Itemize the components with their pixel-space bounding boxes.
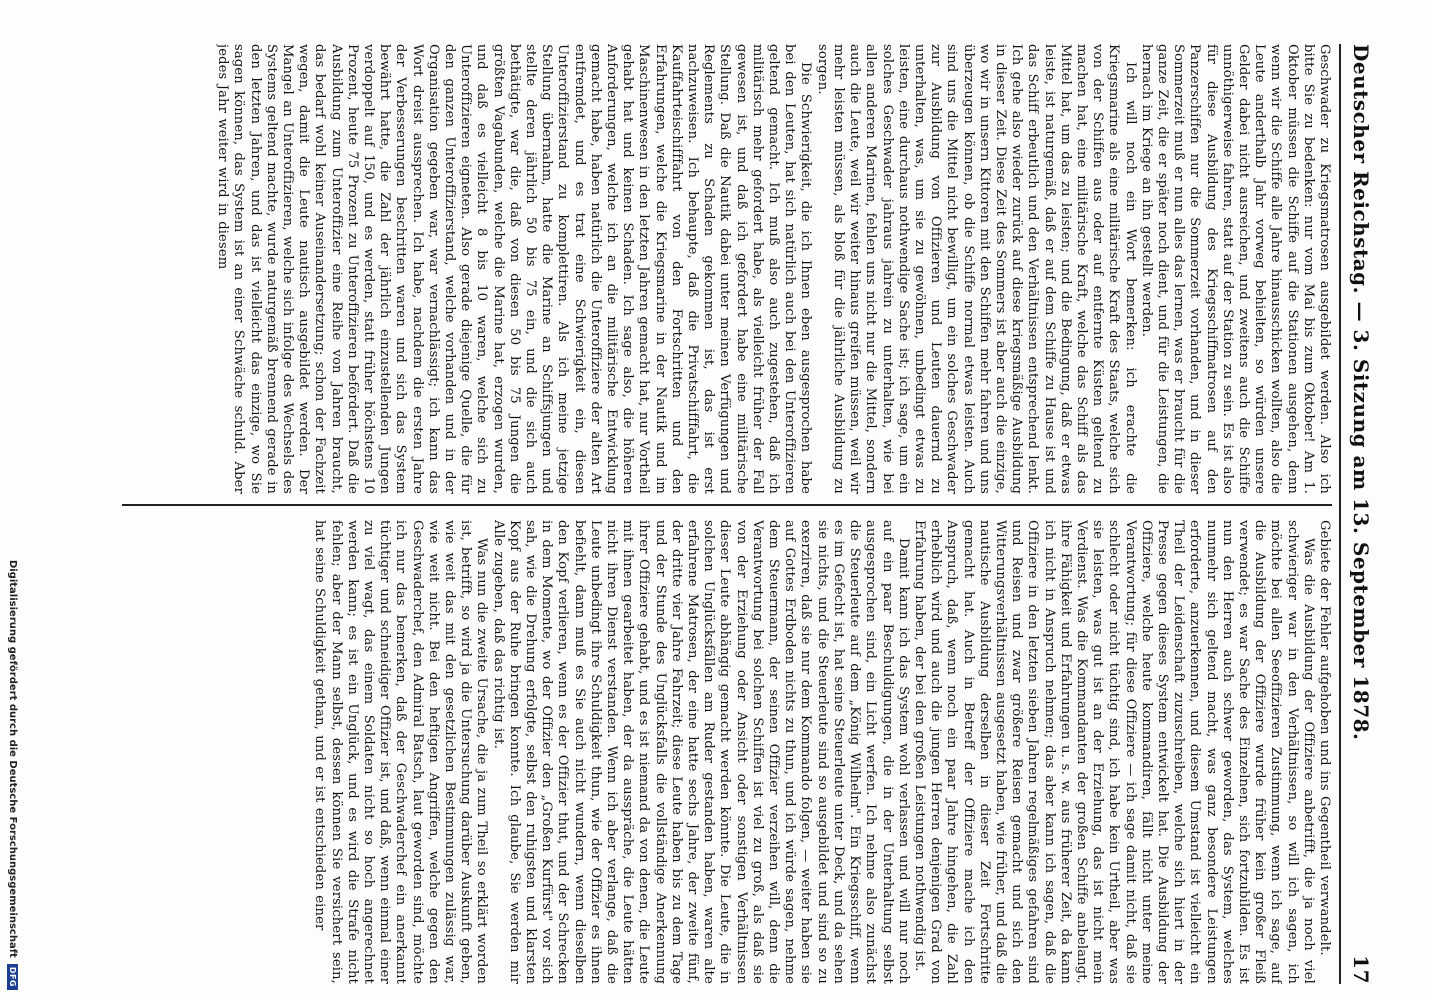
page-title: Deutscher Reichstag. — 3. Sitzung am 13. September 1878. xyxy=(1349,44,1373,741)
page-number: 17 xyxy=(1349,955,1373,984)
paragraph: Geschwader zu Kriegsmatrosen ausgebildet werden. Also ich bitte Sie zu bedenken: nur vom Mai bis zum Oktober! Am 1. Oktober müssen die Schiffe auf die Stationen ausgehen, denn wenn wir die Schiffe alle Jahre hinausschicken wollten, also die Leute anderthalb Jahr vorweg behielten, so würden unsere Gelder dabei nicht ausreichen, und zweitens auch die Schiffe unnöthigerweise fahren, statt auf der Station zu sein. Es ist also für diese Ausbildung des Kriegsschiffmatrosen auf den Panzerschiffen nur die Sommerzeit vorhanden, und in dieser Sommerzeit muß er nun alles das lernen, was er braucht für die ganze Zeit, die er später noch dient, und für die Leistungen, die hernach im Kriege an ihn gestellt werden. xyxy=(1138,44,1332,494)
paragraph: Damit kann ich das System wohl verlassen und will nur noch auf ein paar Beschuldigungen, die in der Unterhaltung selbst ausgesprochen sind, ein Licht werfen. Ich nehme also zunächst die Steuerleute auf dem „König Wilhelm". Ein Kriegsschiff, wenn es im Gefecht ist, hat seine Steuerleute unter Deck, und da sehen sie nichts, und die Steuerleute sind so ausgebildet und sind so zu exerziren, daß sie nur dem Kommando folgen, — weiter haben sie auf Gottes Erdboden nichts zu thun, und ich würde sagen, nehme dem Steuermann, der seinen Offizier verzeihen will, denn die Verantwortung bei solchen Schiffen ist viel zu groß, als daß sie von der Erziehung oder Ansicht oder sonstigen Verhältnissen dieser Leute abhängig gemacht werden könnte. Die Leute, die in solchen Unglücksfällen am Ruder gestanden haben, waren alte erfahrene Matrosen, der eine hatte sechs Jahre, der zweite fünf, der dritte vier Jahre Fahrzeit; diese Leute haben bis zu dem Tage und der Stunde des Unglücksfalls die vollständige Anerkennung ihrer Offiziere gehabt, und es ist niemand da von denen, die Leute mit ihnen gearbeitet haben, der da ausspräche, die Leute hätten nicht ihren Dienst verstanden. Wenn ich aber verlange, daß die Leute unbedingt ihre Schuldigkeit thun, wie der Offizier es ihnen befiehlt, dann muß es Sie auch nicht wundern, wenn dieselben den Kopf verlieren, wenn es der Offizier thut, und der Schrecken in dem Momente, wo der Offizier den „Großen Kurfürst" vor sich sah, wie die Drehung erfolgte, selbst den ruhigsten und klarsten Kopf aus der Ruhe bringen konnte. Ich glaube, Sie werden mir Alle zugeben, daß das richtig ist. xyxy=(490,520,911,984)
digitization-credit xyxy=(4,40,22,990)
paragraph: Gebiete der Fehler aufgehoben und ins Gegentheil verwandelt. xyxy=(1317,520,1332,956)
column-divider xyxy=(122,504,1332,506)
paragraph: Was nun die zweite Ursache, die ja zum Theil so erklärt worden ist, betrifft, so wird ja die Untersuchung darüber Auskunft geben, wie weit das mit den gesetzlichen Bestimmungen zulässig war, wie weit nicht. Bei den heftigen Angriffen, welche gegen den Geschwaderchef, den Admiral Batsch, laut geworden sind, möchte ich nur das bemerken, daß der Geschwaderchef ein anerkannt tüchtiger und schneidiger Offizier ist, und daß, wenn einmal einer zu viel wagt, das einem Soldaten nicht so hoch angerechnet werden kann; es ist ein Unglück, und es wird die Strafe nicht fehlen; aber der Mann selbst, dessen können Sie versichert sein, hat seine Schuldigkeit gethan, und er ist entschieden einer xyxy=(312,520,490,984)
dfg-logo: DFG xyxy=(8,964,19,990)
paragraph: Die Schwierigkeit, die ich Ihnen eben ausgesprochen habe bei den Leuten, hat sich natürlich auch bei den Unteroffizieren geltend gemacht. Ich muß also auch zugestehen, daß ich militärisch mehr gefordert habe, als vielleicht früher der Fall gewesen ist, und daß ich gefordert habe eine militärische Stellung. Daß die Nautik dabei unter meinen Verfügungen und Reglements zu Schaden gekommen ist, das ist erst nachzuweisen. Ich behaupte, daß die Privatschifffahrt, die Kauffahrteischifffahrt von den Fortschritten und den Erfahrungen, welche die Kriegsmarine in der Nautik und im Maschinenwesen in den letzten Jahren gemacht hat, nur Vortheil gehabt hat und keinen Schaden. Ich sage also, die höheren Anforderungen, welche ich an die militärische Entwicklung gemacht habe, haben natürlich die Unteroffiziere der alten Art entfremdet, und es trat eine Schwierigkeit ein, diesen Unteroffizierstand zu komplettiren. Als ich meine jetzige Stellung übernahm, hatte die Marine an Schiffsjungen und stellte deren jährlich 50 bis 75 ein, und die sich auch bethätigte, war die, daß von diesen 50 bis 75 Jungen die größten Vagabunden, welche die Marine hat, erzogen wurden, und daß es vielleicht 8 bis 10 waren, welche sich zu Unteroffizieren eigneten. Also gerade diejenige Quelle, die für den ganzen Unteroffizierstand, welche vorhanden und in der Organisation gegeben war, war vernachlässigt; ich kann das Wort dreist aussprechen. Ich habe, nachdem die ersten Jahre der Verbesserungen beschritten waren und sich das System bewährt hatte, die Zahl der jährlich einzustellenden Jungen verdoppelt auf 150, und es werden, statt früher höchstens 10 Prozent, heute 75 Prozent zu Unteroffizieren befördert. Daß die Ausbildung zum Unteroffizier eine Reihe von Jahren braucht, das bedarf wohl keiner Auseinandersetzung; schon der Fachzeit wegen, damit die Leute nautisch ausgebildet werden. Der Mangel an Unteroffizieren, welche sich infolge des Wechsels des Systems geltend machte, wurde naturgemäß brennend gerade in den letzten Jahren, und das ist vielleicht das einzige, wo Sie sagen können, das System ist an einer Schwäche schuld. Aber jedes Jahr weiter wird in diesem xyxy=(215,44,814,494)
right-text-column xyxy=(122,520,1332,984)
left-text-column xyxy=(122,44,1332,494)
header-rule xyxy=(1339,44,1341,984)
paragraph: Was die Ausbildung der Offiziere anbetrifft, die ja noch viel schwieriger war in den Verhältnissen, so will ich sagen, ich möchte bei allen Seeoffizieren Zustimmung, wenn ich sage, auf die Ausbildung der Offiziere wurde früher kein großer Fleiß verwendet; es war Sache des Einzelnen, sich fortzubilden. Es ist nun den Herren auch schwer geworden, das System, welches nunmehr sich geltend macht, was ganz besondere Leistungen erforderte, anzuerkennen, und diesem Umstand ist vielleicht ein Theil der Leidenschaft zuzuschreiben, welche sich hiert in der Presse gegen dieses System entwickelt hat. Die Ausbildung der Offiziere, welche heute kommandiren, fällt nicht unter meine Verantwortung; für diese Offiziere — ich sage damit nicht, daß sie schlecht oder nicht tüchtig sind, ich habe kein Urtheil, aber was sie leisten, was gut ist an der Erziehung, das ist nicht mein Verdienst. Was die Kommandanten der großen Schiffe anbelangt, ihre Fähigkeit und Erfahrungen u. s. w. aus früherer Zeit, da kann ich nicht in Anspruch nehmen; das aber kann ich sagen, daß die Offiziere in den letzten sieben Jahren regelmäßiges gefahren sind und Reisen und zwar größere Reisen gemacht und sich den Witterungsverhältnissen ausgesetzt haben, wie früher, und daß die nautische Ausbildung derselben in dieser Zeit Fortschritte gemacht hat. Auch in Betreff der Offiziere mache ich den Anspruch, daß, wenn noch ein paar Jahre hingehen, die Zahl erheblich wird und auch die jungen Herren denjenigen Grad von Erfahrung haben, der bei den großen Leistungen nothwendig ist. xyxy=(911,520,1316,984)
credit-text: Digitalisierung gefördert durch die Deutsche Forschungsgemeinschaft xyxy=(7,559,19,958)
paragraph: Ich will noch ein Wort bemerken: ich erachte die Kriegsmarine als eine militärische Kraft des Staats, welche sich von der Schiffen aus oder auf entfernte Küsten geltend zu machen hat, eine militärische Kraft, welche das Schiff als das Mittel hat, um das zu leisten; und die Bedingung, daß er etwas leiste, ist naturgemäß, daß er auf dem Schiffe zu Hause ist und das Schiff erbeutlich und den Verhältnissen entsprechend lenkt. Ich gehe also wieder zurück auf diese kriegsmäßige Ausbildung in dieser Zeit. Diese Zeit des Sommers ist aber auch die einzige, wo wir in unsern Kittoren mit den Schiffen mehr fahren und uns überzeugen können, ob die Schiffe normal etwas leisten. Auch sind uns die Mittel nicht bewilligt, um ein solches Geschwader zur Ausbildung von Offizieren und Leuten dauernd zu unterhalten, was, um sie zu gewöhnen, unbedingt etwas zu leisten, eine durchaus nothwendige Sache ist; ich sage, um ein solches Geschwader jahraus jahrein zu unterhalten, wie bei allen anderen Marinen, fehlen uns nicht nur die Mittel, sondern auch die Leute, weil wir weiter hinaus greifen müssen, weil wir mehr leisten müssen, als bloß für die jährliche Ausbildung zu sorgen. xyxy=(814,44,1138,494)
page-header xyxy=(1344,44,1378,984)
